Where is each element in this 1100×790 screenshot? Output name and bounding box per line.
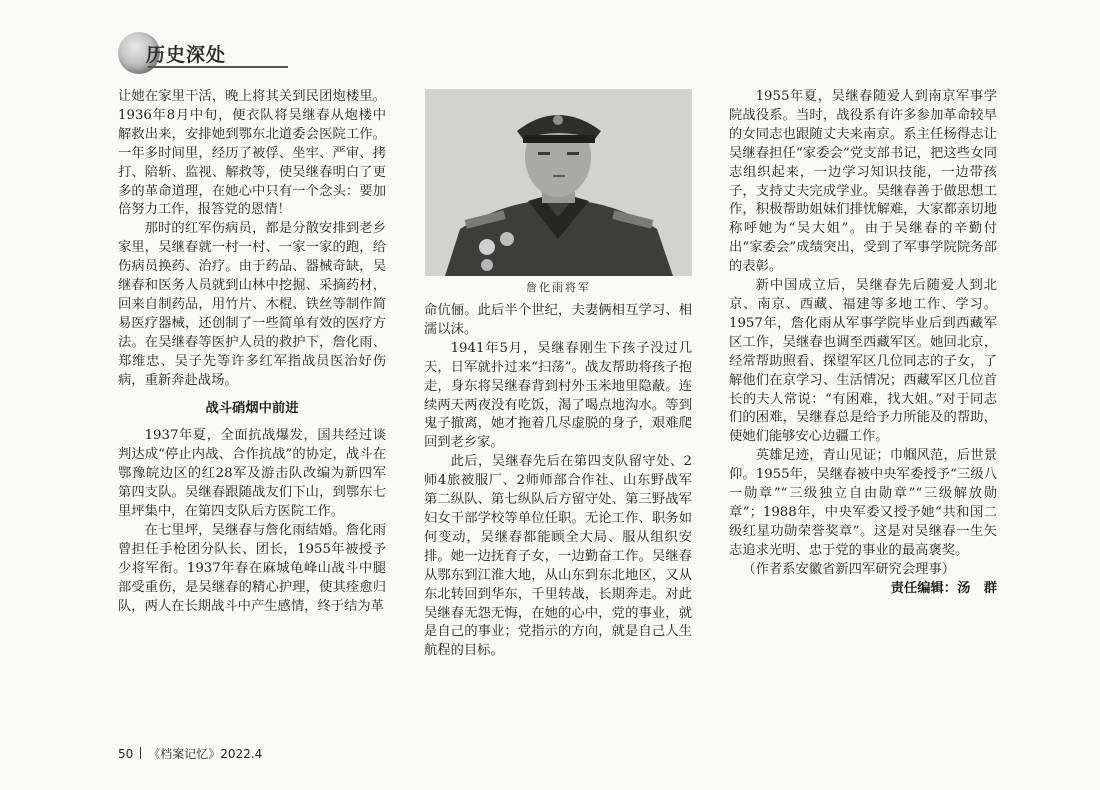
- page-footer: [118, 745, 262, 762]
- page-number: 50: [118, 747, 134, 761]
- paragraph: 1937年夏，全面抗战爆发，国共经过谈判达成“停止内战、合作抗战”的协定，战斗在鄂豫皖边区的红28军及游击队改编为新四军第四支队。吴继春跟随战友们下山，到鄂东七里坪集中，在第四支队后方医院工作。: [118, 428, 386, 520]
- section-heading: 战斗硝烟中前进: [205, 400, 299, 416]
- header-divider: [148, 66, 288, 68]
- journal-issue: 《档案记忆》2022.4: [148, 747, 263, 761]
- author-note: （作者系安徽省新四军研究会理事）: [742, 561, 956, 577]
- paragraph: 那时的红军伤病员，都是分散安排到老乡家里，吴继春就一村一村、一家一家的跑，给伤病员换药、治疗。由于药品、器械奇缺，吴继春和医务人员就到山林中挖掘、采摘药材，回来自制药品，用竹片、木棍、铁丝等制作简易医疗器械，还创制了一些简单有效的医疗方法。在吴继春等医护人员的救护下，詹化雨、郑维忠、吴子先等许多红军指战员医治好伤病，重新奔赴战场。: [118, 221, 386, 388]
- paragraph: 命伉俪。此后半个世纪，夫妻俩相互学习、相濡以沫。: [424, 303, 692, 337]
- footer-divider: [140, 747, 141, 759]
- article-column-2: [424, 302, 692, 661]
- article-column-1: [118, 88, 386, 616]
- paragraph: 在七里坪，吴继春与詹化雨结婚。詹化雨曾担任手枪团分队长、团长，1955年被授予少将军衔。1937年春在麻城龟峰山战斗中腿部受重伤，是吴继春的精心护理，使其痊愈归队，两人在长期战斗中产生感情，终于结为革: [118, 522, 386, 614]
- paragraph: 1955年夏，吴继春随爱人到南京军事学院战役系。当时，战役系有许多参加革命较早的女同志也跟随丈夫来南京。系主任杨得志让吴继春担任“家委会”党支部书记，把这些女同志组织起来，一边学习知识技能，一边带孩子，支持丈夫完成学业。吴继春善于做思想工作，积极帮助姐妹们排忧解难，大家都亲切地称呼她为“吴大姐”。由于吴继春的辛勤付出“家委会”成绩突出，受到了军事学院院务部的表彰。: [729, 89, 997, 275]
- paragraph: 英雄足迹，青山见证；巾帼风范，后世景仰。1955年，吴继春被中央军委授予“三级八一勋章”“三级独立自由勋章”“三级解放勋章”；1988年，中央军委又授予她“共和国二级红星功勋荣誉奖章”。这是对吴继春一生矢志追求光明、忠于党的事业的最高褒奖。: [729, 448, 997, 558]
- paragraph: 新中国成立后，吴继春先后随爱人到北京、南京、西藏、福建等多地工作、学习。1957年，詹化雨从军事学院毕业后到西藏军区工作，吴继春也调至西藏军区。她回北京，经常帮助照看、探望军区几位同志的子女，了解他们在京学习、生活情况；西藏军区几位首长的夫人常说：“有困难，找大姐。”对于同志们的困难，吴继春总是给予力所能及的帮助，使她们能够安心边疆工作。: [729, 278, 997, 445]
- portrait-photo: [425, 89, 692, 276]
- article-column-3: [729, 88, 997, 598]
- section-title: 历史深处: [146, 44, 227, 66]
- responsible-editor: 责任编辑：汤 群: [890, 580, 997, 596]
- paragraph: 1941年5月，吴继春刚生下孩子没过几天，日军就扑过来“扫荡”。战友帮助将孩子抱走，身东将吴继春背到村外玉米地里隐蔽。连续两天两夜没有吃饭，渴了喝点地沟水。等到鬼子撤离，她才拖着几尽虚脱的身子，艰难爬回到老乡家。: [424, 340, 692, 451]
- section-header: [118, 30, 298, 76]
- paragraph: 此后，吴继春先后在第四支队留守处、2师4旅被服厂、2师师部合作社、山东野战军第二纵队、第七纵队后方留守处、第三野战军妇女干部学校等单位任职。无论工作、职务如何变动，吴继春都能顾全大局、服从组织安排。她一边抚育子女，一边勤奋工作。吴继春从鄂东到江淮大地，从山东到东北地区，又从东北转回到华东，千里转战，长期奔走。对此吴继春无怨无悔，在她的心中，党的事业，就是自己的事业；党指示的方向，就是自己人生航程的目标。: [424, 454, 692, 659]
- paragraph: 让她在家里干活，晚上将其关到民团炮楼里。1936年8月中旬，便衣队将吴继春从炮楼中解救出来，安排她到鄂东北道委会医院工作。一年多时间里，经历了被俘、坐牢、严审、拷打、陪斩、监视、解救等，使吴继春明白了更多的革命道理，在她心中只有一个念头：要加倍努力工作，报答党的恩情！: [118, 89, 386, 218]
- photo-caption: 詹化雨将军: [526, 281, 591, 294]
- portrait-image: [425, 89, 692, 276]
